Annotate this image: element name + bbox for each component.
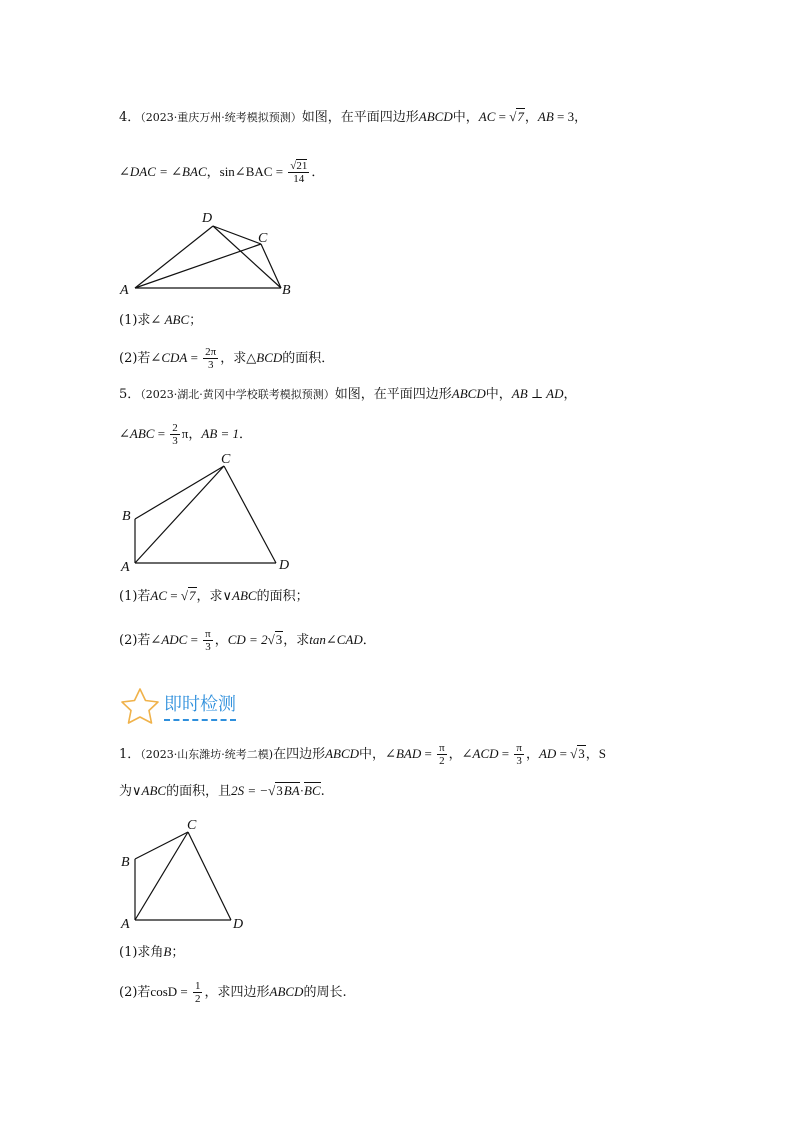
problem-1-question-2: (2)若cosD = $\frac{1}{2}$ ，求四边形ABCD的周长. <box>119 980 347 1006</box>
problem-5-question-1: (1)若AC = √7，求∨ABC的面积； <box>119 588 309 604</box>
figure-problem-4 <box>119 211 291 298</box>
punct: ． <box>362 633 376 649</box>
math-cos: cosD <box>150 984 178 1000</box>
math-vector: BA <box>283 783 300 798</box>
problem-text: 的面积，且 <box>166 784 232 799</box>
math-ab: AB <box>537 109 554 124</box>
question-text: (1)若 <box>119 589 151 604</box>
problem-source: （2023·湖北·黄冈中学校联考模拟预测） <box>140 388 335 401</box>
math-b: B <box>163 944 172 959</box>
math-sqrt-value: 3 <box>578 746 585 762</box>
question-text: 的面积； <box>256 589 309 604</box>
question-text: (2)若 <box>119 985 151 1001</box>
math-quad: ABCD <box>325 746 360 762</box>
math-angle: ∠ACD <box>461 746 499 762</box>
math-angle-equality: ∠DAC = ∠BAC <box>119 164 207 180</box>
question-text: ，求四边形 <box>204 985 270 1001</box>
math-sin: sin∠BAC <box>219 164 273 180</box>
punct: ； <box>189 313 203 328</box>
math-tan: tan∠CAD <box>309 632 363 648</box>
math-sqrt-value: 7 <box>517 109 524 124</box>
punct: ； <box>171 945 185 960</box>
math-angle: ∠ADC <box>150 632 188 648</box>
label-B: B <box>122 509 131 524</box>
problem-5-question-2: (2)若∠ADC = $\frac{\pi}{3}$ ，CD = 2√3，求tan∠CAD． <box>119 628 376 654</box>
fraction: $\frac{1}{2}$ <box>194 980 201 1006</box>
math-angle: ∠BAD <box>385 746 422 762</box>
label-A: A <box>121 560 130 575</box>
label-B: B <box>282 283 291 298</box>
figure-problem-5 <box>120 452 289 575</box>
math-ab: AB = 1 <box>201 426 240 442</box>
figure-problem-1 <box>120 818 243 932</box>
problem-text: 为 <box>119 784 133 799</box>
label-D: D <box>279 558 290 573</box>
math-quad: ABCD <box>418 109 453 124</box>
problem-1-line-1: 1．（2023·山东潍坊·统考二模)在四边形ABCD中，∠BAD = $\frac{\pi}{2}$ ，∠ACD = $\frac{\pi}{3}$ ，AD = √3，S <box>119 742 607 768</box>
fraction: $\frac{2}{3}$ <box>172 422 178 448</box>
math-triangle: ∨ABC <box>222 588 257 603</box>
question-text: ，求 <box>220 351 247 367</box>
label-D: D <box>202 211 213 226</box>
fraction: $\frac{\pi}{2}$ <box>439 742 445 768</box>
label-C: C <box>187 818 197 833</box>
math-quad: ABCD <box>451 386 486 401</box>
math-ad: AD <box>538 746 557 762</box>
math-s: S <box>598 746 607 762</box>
math-ac: AC <box>478 109 496 124</box>
problem-4-line-1: 4．（2023·重庆万州·统考模拟预测）如图，在平面四边形ABCD中，AC = √7，AB = 3， <box>119 109 588 125</box>
problem-number: 1． <box>119 747 141 763</box>
math-triangle: ∨ABC <box>132 783 167 798</box>
math-sqrt-value: 7 <box>189 588 196 603</box>
math-angle: ∠ABC <box>119 426 155 442</box>
label-A: A <box>120 283 129 298</box>
label-A: A <box>121 917 130 932</box>
math-angle: ∠CDA <box>150 350 188 366</box>
problem-4-question-2: (2)若∠CDA = $\frac{2\pi}{3}$ ，求△BCD的面积． <box>119 346 335 372</box>
problem-source: （2023·重庆万州·统考模拟预测） <box>140 111 302 124</box>
label-D: D <box>233 917 244 932</box>
math-ac: AC <box>150 588 168 603</box>
math-perp: AB ⊥ AD <box>511 386 564 401</box>
label-C: C <box>258 231 268 246</box>
problem-number: 5． <box>119 387 141 402</box>
problem-4-line-2: ∠DAC = ∠BAC，sin∠BAC = $\frac{√21}{14}$ ． <box>119 160 325 186</box>
math-sqrt-value: 3 <box>276 783 283 798</box>
question-text: 的周长. <box>303 985 347 1001</box>
problem-1-line-2: 为∨ABC的面积，且2S = −√3BA·BC. <box>119 783 325 799</box>
problem-text: 中， <box>359 747 386 763</box>
problem-5-line-2: ∠ABC = $\frac{2}{3}$ π，AB = 1． <box>119 422 253 448</box>
problem-text: 在四边形 <box>273 747 326 763</box>
math-angle: ∠ ABC <box>150 312 190 327</box>
math-ab-value: 3 <box>567 109 575 124</box>
question-text: (1)求角 <box>119 945 164 960</box>
fraction: $\frac{√21}{14}$ <box>290 160 308 186</box>
math-vector: BC <box>304 783 321 798</box>
section-header <box>156 690 236 721</box>
problem-1-question-1 <box>119 945 184 959</box>
problem-5-line-1: 5．（2023·湖北·黄冈中学校联考模拟预测）如图，在平面四边形ABCD中，AB ⊥ AD， <box>119 386 577 402</box>
problem-text: 如图，在平面四边形 <box>301 110 419 125</box>
math-equation: 2S = − <box>231 783 269 798</box>
label-B: B <box>121 855 130 870</box>
math-cd: CD = 2 <box>227 632 268 648</box>
problem-text: 如图，在平面四边形 <box>334 387 452 402</box>
problem-text: 中， <box>485 387 512 402</box>
math-sqrt-value: 3 <box>275 632 283 648</box>
question-text: (2)若 <box>119 351 151 367</box>
question-text: ，求 <box>196 589 223 604</box>
question-text: 的面积． <box>282 351 335 367</box>
section-title: 即时检测 <box>164 690 236 721</box>
question-text: ，求 <box>283 633 310 649</box>
fraction: $\frac{\pi}{3}$ <box>205 628 211 654</box>
problem-source: （2023·山东潍坊·统考二模) <box>140 748 274 762</box>
question-text: (2)若 <box>119 633 151 649</box>
problem-number: 4． <box>119 110 141 125</box>
problem-4-question-1 <box>119 313 202 327</box>
fraction: $\frac{2\pi}{3}$ <box>205 346 217 372</box>
question-text: (1)求 <box>119 313 151 328</box>
label-C: C <box>221 452 231 467</box>
star-icon <box>122 689 158 723</box>
fraction: $\frac{\pi}{3}$ <box>516 742 522 768</box>
math-quad: ABCD <box>269 984 304 1000</box>
math-triangle: △BCD <box>246 350 283 366</box>
problem-text: 中， <box>452 110 479 125</box>
